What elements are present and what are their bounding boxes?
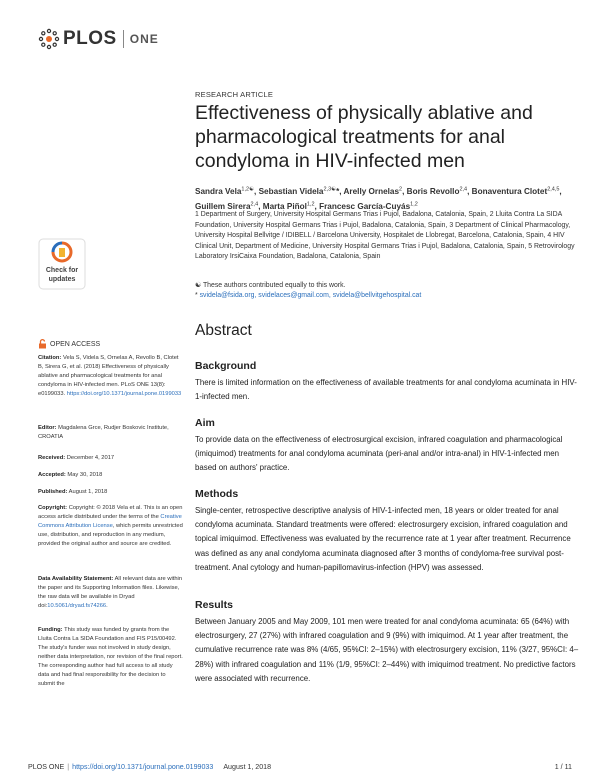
copyright-block: Copyright: Copyright: © 2018 Vela et al. This is an open access article distributed under the terms of the Creative Commons Attribution License, which permits unrestricted use, distribution, and reproduction in any medium, provided the original author and source are credited. xyxy=(38,505,183,547)
dryad-link[interactable]: 10.5061/dryad.fs74266 xyxy=(47,603,107,609)
open-access-label: OPEN ACCESS xyxy=(50,340,101,348)
data-availability-block: Data Availability Statement: All relevant data are within the paper and its Supporting Information files. Likewise, the raw data will be available in Dryad doi:10.5061/dryad.fs74266. xyxy=(38,576,183,609)
check-updates-label-1: Check for updates xyxy=(45,267,79,283)
plos-one-logo xyxy=(38,26,159,52)
received-date: Received: December 4, 2017 xyxy=(38,455,115,461)
background-heading: Background xyxy=(195,360,257,372)
open-access-badge xyxy=(38,339,100,349)
license-link[interactable]: Creative Commons Attribution License xyxy=(38,514,182,529)
methods-heading: Methods xyxy=(195,488,239,500)
footer-journal: PLOS ONE xyxy=(28,763,65,771)
background-text: There is limited information on the effectiveness of available treatments for anal condyloma acuminata in HIV-1-infected men. xyxy=(195,378,577,402)
author[interactable]: Marta Piñol$^{1,2}$, xyxy=(262,201,320,211)
author[interactable]: Guillem Sirera$^{2,4}$, xyxy=(195,201,263,211)
author-notes xyxy=(195,281,580,302)
footer-date: August 1, 2018 xyxy=(223,763,272,771)
author[interactable]: Boris Revollo$^{2,4}$, xyxy=(406,186,472,196)
aim-heading: Aim xyxy=(195,417,215,429)
journal-name: ONE xyxy=(129,32,159,46)
author[interactable]: Bonaventura Clotet$^{2,4,5}$, xyxy=(471,186,562,196)
page-number: 1 / 11 xyxy=(554,763,572,771)
open-lock-icon xyxy=(38,339,47,349)
check-updates-icon xyxy=(38,238,86,290)
logo-divider xyxy=(123,30,124,48)
plos-logo-icon xyxy=(38,28,60,50)
author[interactable]: Francesc García-Cuyás$^{1,2}$ xyxy=(319,201,418,211)
abstract-heading: Abstract xyxy=(195,322,252,339)
results-heading: Results xyxy=(195,599,233,611)
check-for-updates-badge[interactable] xyxy=(38,238,86,290)
author[interactable]: Sandra Vela$^{1,2☯}$, xyxy=(195,186,259,196)
corresponding-emails: * svidela@fsida.org, svidelaces@gmail.com, svidela@bellvitgehospital.cat xyxy=(195,292,422,300)
funding-block: Funding: This study was funded by grants from the Lluita Contra La SIDA Foundation and FIS P15/00492. The study's funder was not involved in study design, neither data interpretation, nor revision of the final report. The corresponding author had full access to all study data and had final responsibility for the decision to submit the xyxy=(38,627,183,687)
article-title: Effectiveness of physically ablative and pharmacological treatments for anal condyloma in HIV-infected men xyxy=(195,102,533,172)
results-text: Between January 2005 and May 2009, 101 men were treated for anal condyloma acuminata: 65 (64%) with electrosurgery, 27 (27%) with infrared coagulation and 9 (9%) with imiquimod. At 1 year after treatment, the cumulative recurrence rate was 8% (4/65, 95%CI: 2–15%) with electrosurgery excision, 11% (3/27, 95%CI: 4–28%) with infrared coagulation and 11% (1/9, 95%CI: 2–44%) with imiquimod treatment. No predictive factors were associated with recurrence. xyxy=(195,617,579,683)
citation-doi-link[interactable]: https://doi.org/10.1371/journal.pone.0199033 xyxy=(66,391,182,397)
published-date: Published: August 1, 2018 xyxy=(38,489,108,495)
methods-text: Single-center, retrospective descriptive analysis of HIV-1-infected men, 18 years or older treated for anal condyloma acuminata. Standard treatments were offered: electrosurgery excision, infrared coagulation and topical imiquimod. Effectiveness was evaluated by the recurrence rate at 1 year after treatment. Recurrence was defined as any anal condyloma acuminata diagnosed after 3 months of condyloma-free survival post-treatment. Anal cytology and human-papillomavirus-infection (HPV) was assessed. xyxy=(195,506,571,572)
equal-contribution-note: ☯ These authors contributed equally to this work. xyxy=(195,282,346,289)
page-footer: PLOS ONE | https://doi.org/10.1371/journal.pone.0199033 August 1, 2018 xyxy=(28,763,272,771)
aim-text: To provide data on the effectiveness of electrosurgical excision, infrared coagulation and pharmacological (imiquimod) treatments for anal condyloma acuminata (peri-anal and/or intra-anal) in HIV-1-infected men based on authors' practice. xyxy=(195,435,563,473)
citation-block: Citation: Vela S, Videla S, Ornelas A, Revollo B, Clotet B, Sirera G, et al. (2018) Effectiveness of physically ablative and pharmacological treatments for anal condyloma in HIV-infected men. PLoS ONE 13(8): e0199033. https://doi.org/10.1371/journal.pone.0199033 xyxy=(38,355,182,397)
affiliations: 1 Department of Surgery, University Hospital Germans Trias i Pujol, Badalona, Catalonia, Spain, 2 Lluita Contra La SIDA Foundation, University Hospital Germans Trias i Pujol, Badalona, Catalonia, Spain, 3 Department of Clinical Pharmacology, University Hospital Bellvitge / IDIBELL / Barcelona University, Hospitalet de Llobregat, Barcelona, Catalonia, Spain, 4 HIV Clinical Unit, Department of Medicine, University Hospital Germans Trias i Pujol, Badalona, Catalonia, Spain, 5 Retrovirology Laboratory IrsiCaixa Foundation, Badalona, Catalonia, Spain xyxy=(195,211,575,261)
author-list xyxy=(195,183,580,213)
email-links[interactable]: svidela@fsida.org, svidelaces@gmail.com, svidela@bellvitgehospital.cat xyxy=(199,292,422,300)
editor-block: Editor: Magdalena Grce, Rudjer Boskovic Institute, CROATIA xyxy=(38,425,169,440)
article-type: RESEARCH ARTICLE xyxy=(195,90,274,99)
footer-doi-link[interactable]: https://doi.org/10.1371/journal.pone.0199033 xyxy=(72,763,214,771)
author[interactable]: Sebastian Videla$^{2,3☯}$*, xyxy=(258,186,344,196)
brand-name: PLOS xyxy=(63,28,117,49)
accepted-date: Accepted: May 30, 2018 xyxy=(38,472,103,478)
author[interactable]: Arelly Ornelas$^2$, xyxy=(343,186,407,196)
